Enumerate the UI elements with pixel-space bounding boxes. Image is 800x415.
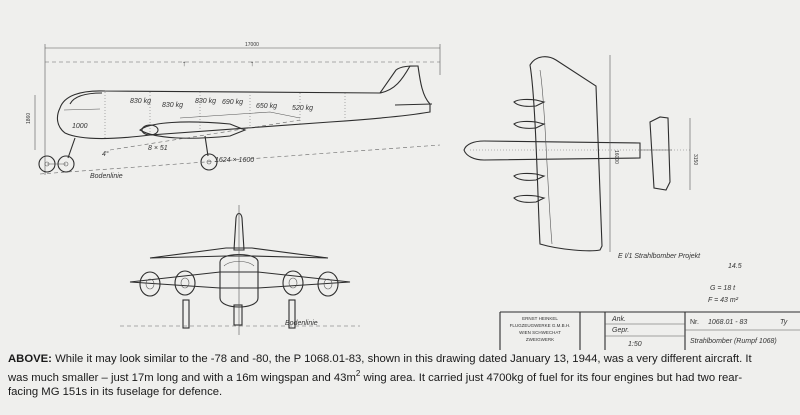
caption-line-2b: wing area. It carried just 4700kg of fuel for its four engines but had two rear- — [360, 371, 743, 384]
caption-line-3: facing MG 151s in its fuselage for defence. — [8, 385, 223, 398]
svg-text:Ank.: Ank. — [612, 316, 627, 323]
svg-text:3150: 3150 — [692, 154, 698, 166]
svg-text:1624 × 1600: 1624 × 1600 — [215, 157, 255, 164]
svg-text:650 kg: 650 kg — [256, 103, 278, 110]
svg-text:1860: 1860 — [26, 112, 32, 124]
svg-text:690 kg: 690 kg — [222, 99, 244, 106]
svg-text:Nr.: Nr. — [690, 319, 699, 326]
svg-text:16000: 16000 — [613, 150, 619, 164]
svg-text:ERNST HEINKEL: ERNST HEINKEL — [522, 316, 558, 321]
svg-text:Bodenlinie: Bodenlinie — [285, 320, 318, 327]
caption — [8, 352, 792, 399]
svg-text:14.5: 14.5 — [728, 263, 742, 270]
svg-text:FLUGZEUGWERKE G.M.B.H.: FLUGZEUGWERKE G.M.B.H. — [509, 323, 571, 328]
svg-text:8 × 51: 8 × 51 — [148, 145, 168, 152]
caption-line-1: While it may look similar to the -78 and -80, the P 1068.01-83, shown in this drawing dated January 13, 1944, was a very different aircraft. It — [51, 353, 752, 365]
svg-text:WIEN SCHWECHAT: WIEN SCHWECHAT — [519, 330, 561, 335]
svg-text:520 kg: 520 kg — [292, 105, 314, 112]
svg-text:830 kg: 830 kg — [130, 98, 152, 105]
weight-note: G = 18 t — [710, 285, 736, 292]
drawing-title: Strahlbomber (Rumpf 1068) — [690, 338, 777, 345]
svg-text:↑: ↑ — [250, 59, 254, 68]
caption-lead: ABOVE: — [8, 353, 52, 365]
svg-text:↑: ↑ — [182, 59, 186, 68]
svg-text:Ty: Ty — [780, 319, 788, 326]
caption-superscript: 2 — [355, 368, 361, 378]
svg-text:Gepr.: Gepr. — [612, 327, 630, 334]
project-note: E I/1 Strahlbomber Projekt — [618, 253, 701, 260]
plan-view — [464, 55, 698, 252]
project-notes — [618, 253, 742, 304]
drawing-number: 1068.01 - 83 — [708, 319, 748, 326]
svg-text:1000: 1000 — [72, 123, 88, 130]
svg-text:Bodenlinie: Bodenlinie — [90, 173, 123, 180]
svg-text:830 kg: 830 kg — [162, 102, 184, 109]
side-view — [26, 42, 440, 180]
front-view — [120, 205, 360, 335]
svg-text:ZWEIGWERK: ZWEIGWERK — [525, 337, 555, 342]
caption-line-2a: was much smaller – just 17m long and with a 16m wingspan and 43m — [8, 371, 356, 384]
title-block — [500, 312, 800, 350]
length-dimension: 17000 — [245, 42, 259, 48]
svg-text:4°: 4° — [102, 151, 109, 158]
svg-text:830 kg: 830 kg — [195, 98, 217, 105]
svg-text:1:50: 1:50 — [628, 341, 642, 348]
area-note: F = 43 m² — [708, 297, 739, 304]
